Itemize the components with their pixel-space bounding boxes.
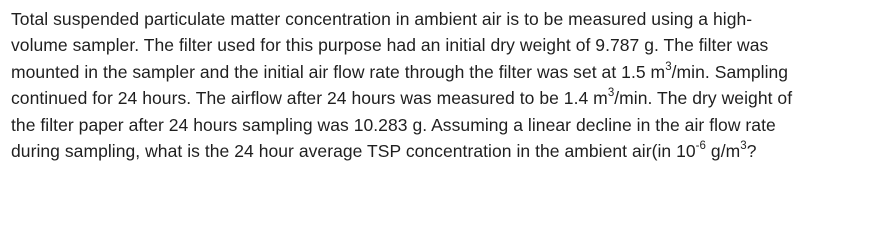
superscript-cubed: 3 [740,140,747,153]
superscript-cubed: 3 [607,87,615,100]
problem-line-5: the filter paper after 24 hours sampling was 10.283 g. Assuming a linear decline in the air flow rate [11,114,776,135]
problem-line-4 [11,85,873,111]
problem-line-3 [11,59,873,85]
problem-line-1: Total suspended particulate matter concentration in ambient air is to be measured using a high- [11,9,753,29]
problem-line-6-text: during sampling, what is the 24 hour average TSP concentration in the ambient air(in 10 [11,140,696,161]
problem-line-4-tail: /min. The dry weight of [614,88,793,109]
superscript-exponent: -6 [695,140,706,153]
problem-line-3-text: mounted in the sampler and the initial air flow rate through the filter was set at 1.5 m [11,61,666,82]
problem-text [11,6,873,164]
problem-line-6 [11,138,873,164]
problem-line-2: volume sampler. The filter used for this purpose had an initial dry weight of 9.787 g. The filter was [11,35,769,56]
problem-line-3-tail: /min. Sampling [671,61,789,82]
problem-line-6-tail: ? [746,140,757,161]
superscript-cubed: 3 [665,60,672,73]
problem-line-6-unit: g/m [706,140,741,161]
problem-line-4-text: continued for 24 hours. The airflow after 24 hours was measured to be 1.4 m [11,88,608,109]
